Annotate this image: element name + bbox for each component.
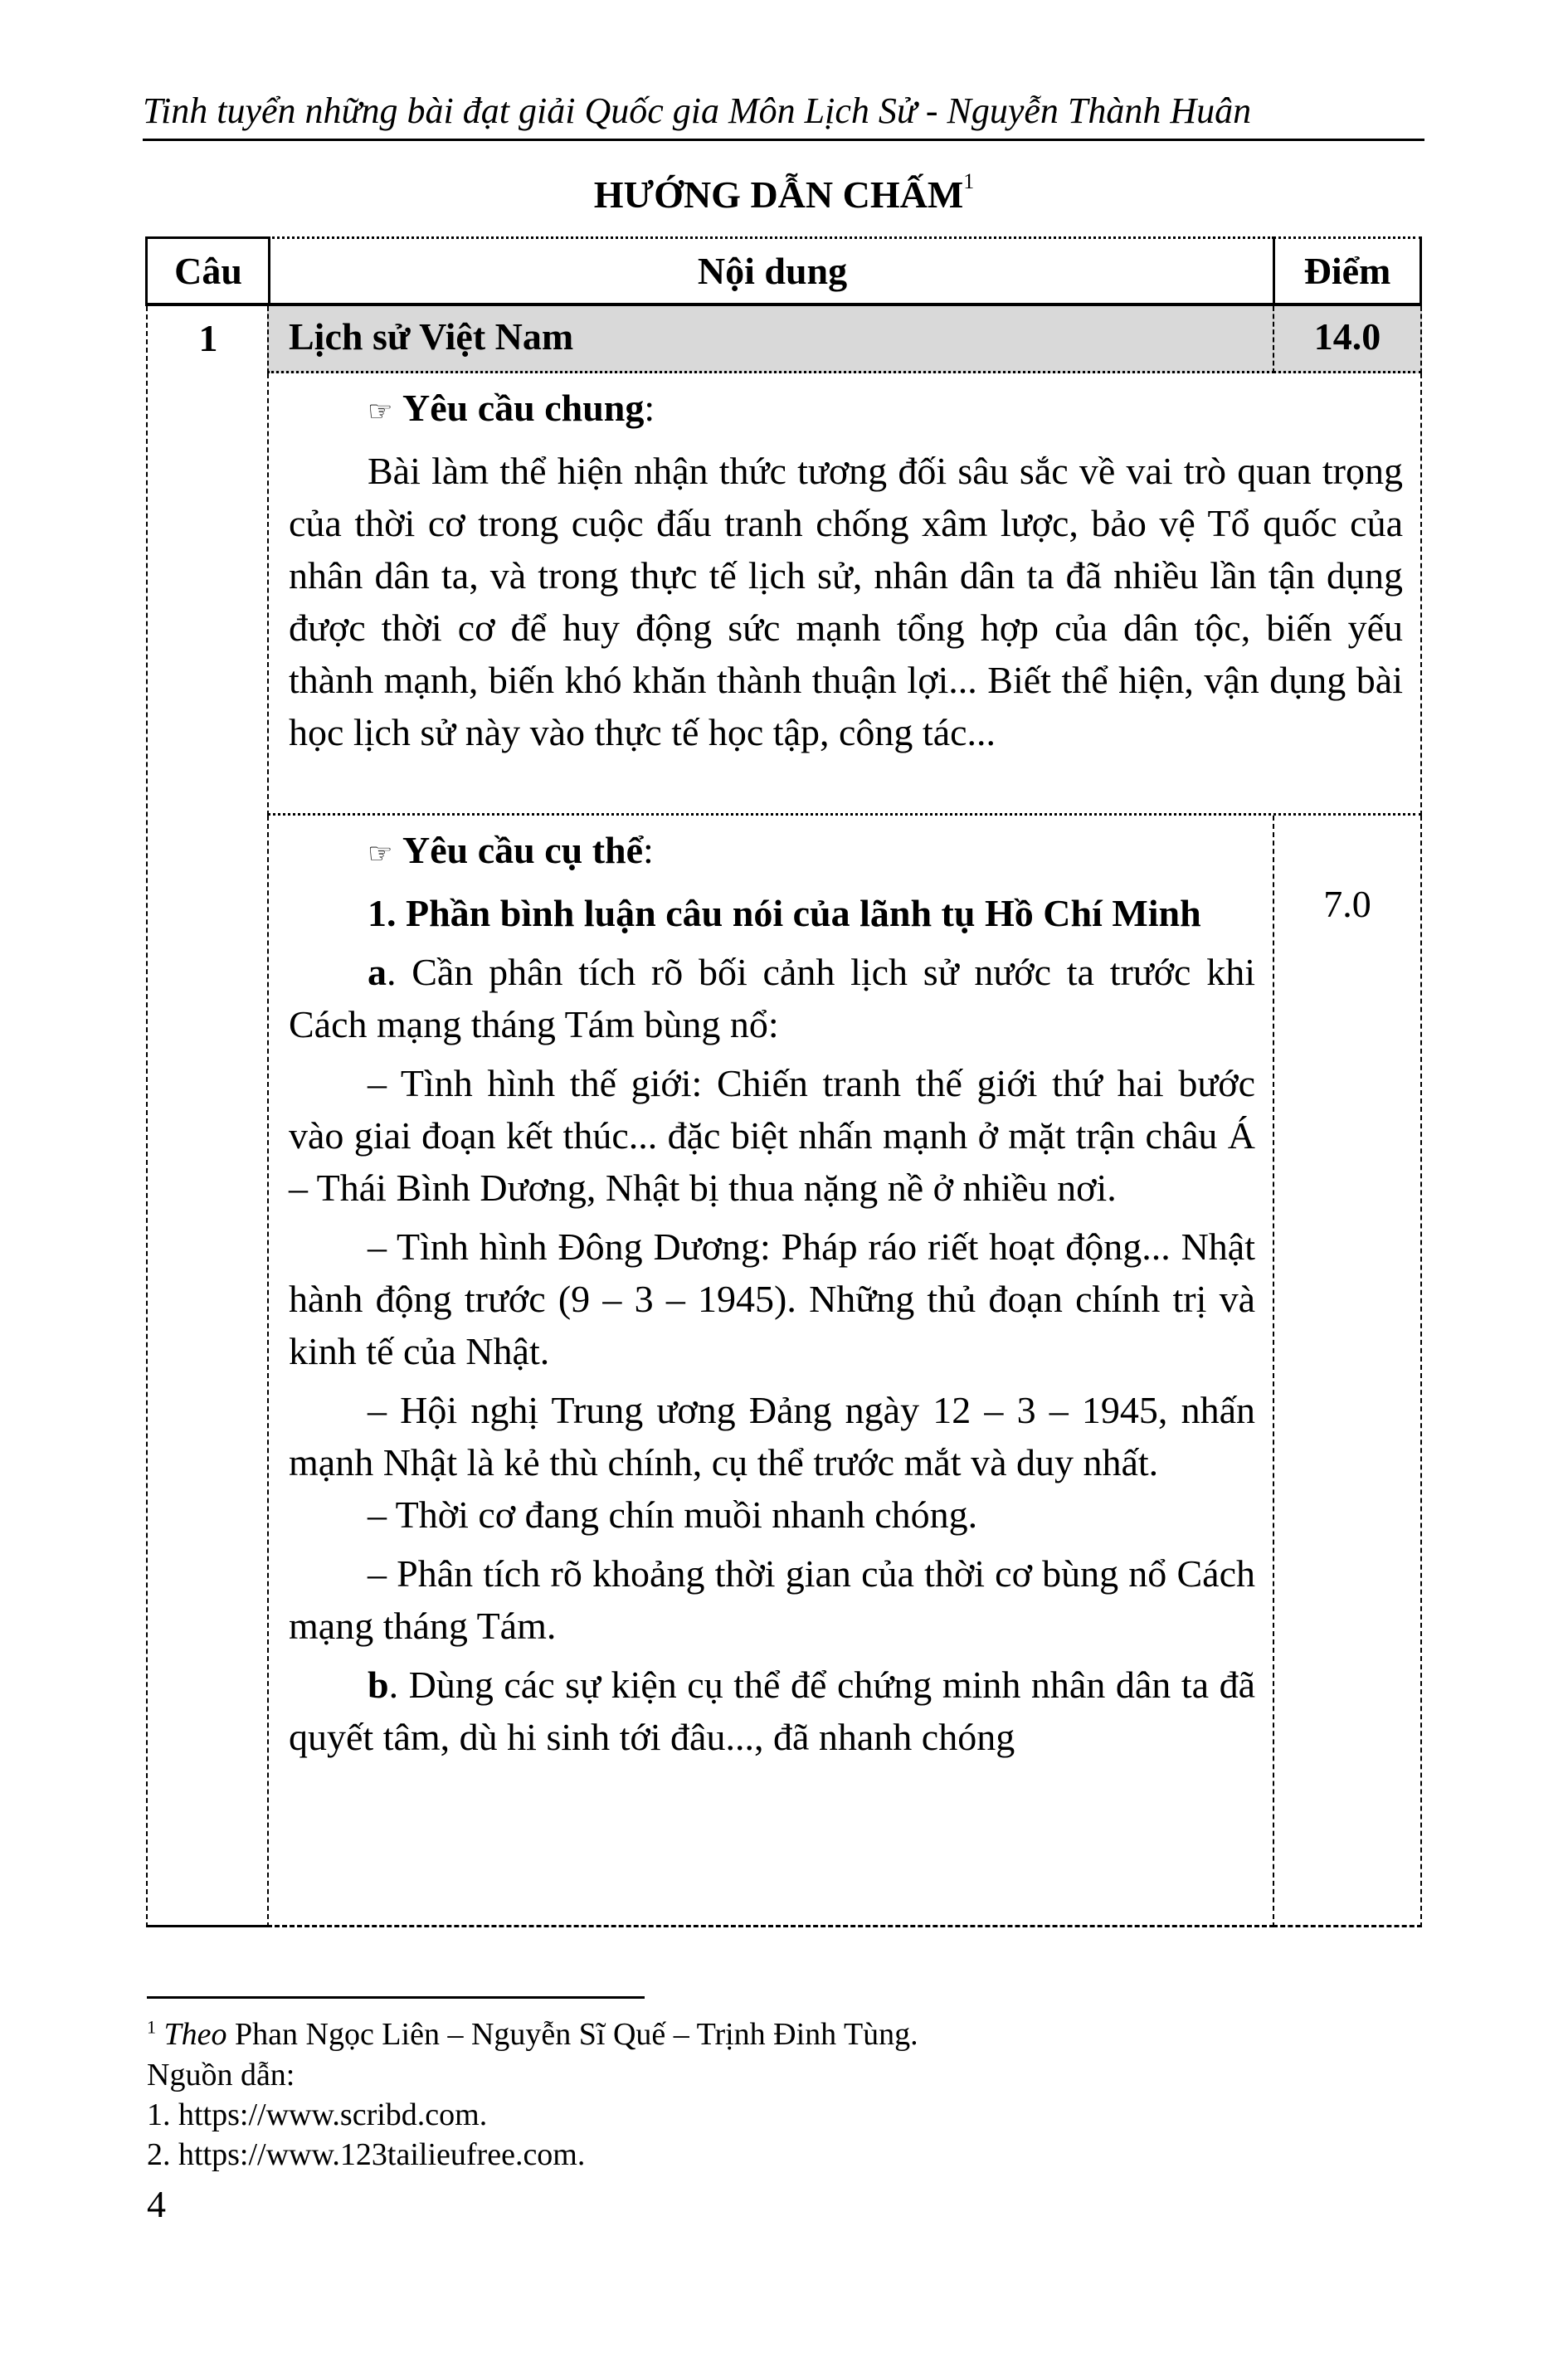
- general-heading: Yêu cầu chung: [402, 387, 645, 429]
- bullet: – Tình hình Đông Dương: Pháp ráo riết hoạt động... Nhật hành động trước (9 – 3 – 1945). Những thủ đoạn chính trị và kinh tế của Nhật.: [289, 1225, 1255, 1372]
- header-noi-dung: Nội dung: [268, 236, 1274, 306]
- section-label: Lịch sử Việt Nam: [267, 306, 1274, 373]
- a-text: . Cần phân tích rõ bối cảnh lịch sử nước ta trước khi Cách mạng tháng Tám bùng nổ:: [289, 951, 1255, 1045]
- general-body: Bài làm thể hiện nhận thức tương đối sâu sắc về vai trò quan trọng của thời cơ trong cuộc đấu tranh chống xâm lược, bảo vệ Tổ quốc của nhân dân ta, và trong thực tế lịch sử, nhân dân ta đã nhiều lần tận dụng được thời cơ để huy động sức mạnh tổng hợp của dân tộc, biến yếu thành mạnh, biến khó khăn thành thuận lợi... Biết thể hiện, vận dụng bài học lịch sử này vào thực tế học tập, công tác...: [289, 450, 1403, 753]
- page-title: [0, 169, 1568, 217]
- part-a: [289, 946, 1255, 1050]
- footnote-1: [147, 2016, 918, 2053]
- pointing-hand-icon: ☞: [368, 839, 393, 870]
- bullet: – Thời cơ đang chín muồi nhanh chóng.: [368, 1493, 978, 1536]
- a-label: a: [368, 951, 387, 993]
- header-rule: [143, 139, 1424, 141]
- header-diem: Điểm: [1273, 236, 1422, 306]
- specific-heading: Yêu cầu cụ thể: [402, 829, 644, 871]
- source-link: 1. https://www.scribd.com.: [147, 2097, 488, 2132]
- running-header: Tinh tuyển những bài đạt giải Quốc gia Môn Lịch Sử - Nguyễn Thành Huân: [143, 90, 1252, 131]
- specific-requirements-cell: [267, 816, 1274, 1927]
- question-cell: [146, 306, 269, 1927]
- bullet: – Phân tích rõ khoảng thời gian của thời cơ bùng nổ Cách mạng tháng Tám.: [289, 1552, 1255, 1647]
- colon: :: [643, 829, 654, 871]
- bullet: – Tình hình thế giới: Chiến tranh thế giới thứ hai bước vào giai đoạn kết thúc... đặc biệt nhấn mạnh ở mặt trận châu Á – Thái Bình Dương, Nhật bị thua nặng nề ở nhiều nơi.: [289, 1062, 1255, 1209]
- footnote-rule: [147, 1996, 645, 1999]
- pointing-hand-icon: ☞: [368, 397, 393, 427]
- footnote-theo: Theo: [163, 2017, 227, 2052]
- b-text: . Dùng các sự kiện cụ thể để chứng minh nhân dân ta đã quyết tâm, dù hi sinh tới đâu..., đã nhanh chóng: [289, 1664, 1255, 1758]
- footnote-ref: 1: [963, 169, 975, 193]
- part1-title: 1. Phần bình luận câu nói của lãnh tụ Hồ Chí Minh: [368, 892, 1201, 934]
- title-text: HƯỚNG DẪN CHẤM: [593, 173, 964, 216]
- bullet: – Hội nghị Trung ương Đảng ngày 12 – 3 – 1945, nhấn mạnh Nhật là kẻ thù chính, cụ thể trước mắt và duy nhất.: [289, 1389, 1255, 1483]
- part1-score: 7.0: [1323, 883, 1371, 925]
- source-link: 2. https://www.123tailieufree.com.: [147, 2137, 586, 2172]
- specific-score-cell: [1273, 816, 1422, 1927]
- question-number: 1: [198, 317, 218, 359]
- footnote-number: 1: [147, 2016, 156, 2038]
- page-number: 4: [147, 2183, 166, 2225]
- part-b: [289, 1659, 1255, 1763]
- sources-label: Nguồn dẫn:: [147, 2058, 295, 2092]
- footnote-text: Phan Ngọc Liên – Nguyễn Sĩ Quế – Trịnh Đinh Tùng.: [226, 2017, 918, 2052]
- b-label: b: [368, 1664, 389, 1706]
- general-requirements-cell: [267, 373, 1422, 816]
- section-score: 14.0: [1273, 306, 1422, 373]
- colon: :: [644, 387, 655, 429]
- header-cau: Câu: [145, 236, 269, 306]
